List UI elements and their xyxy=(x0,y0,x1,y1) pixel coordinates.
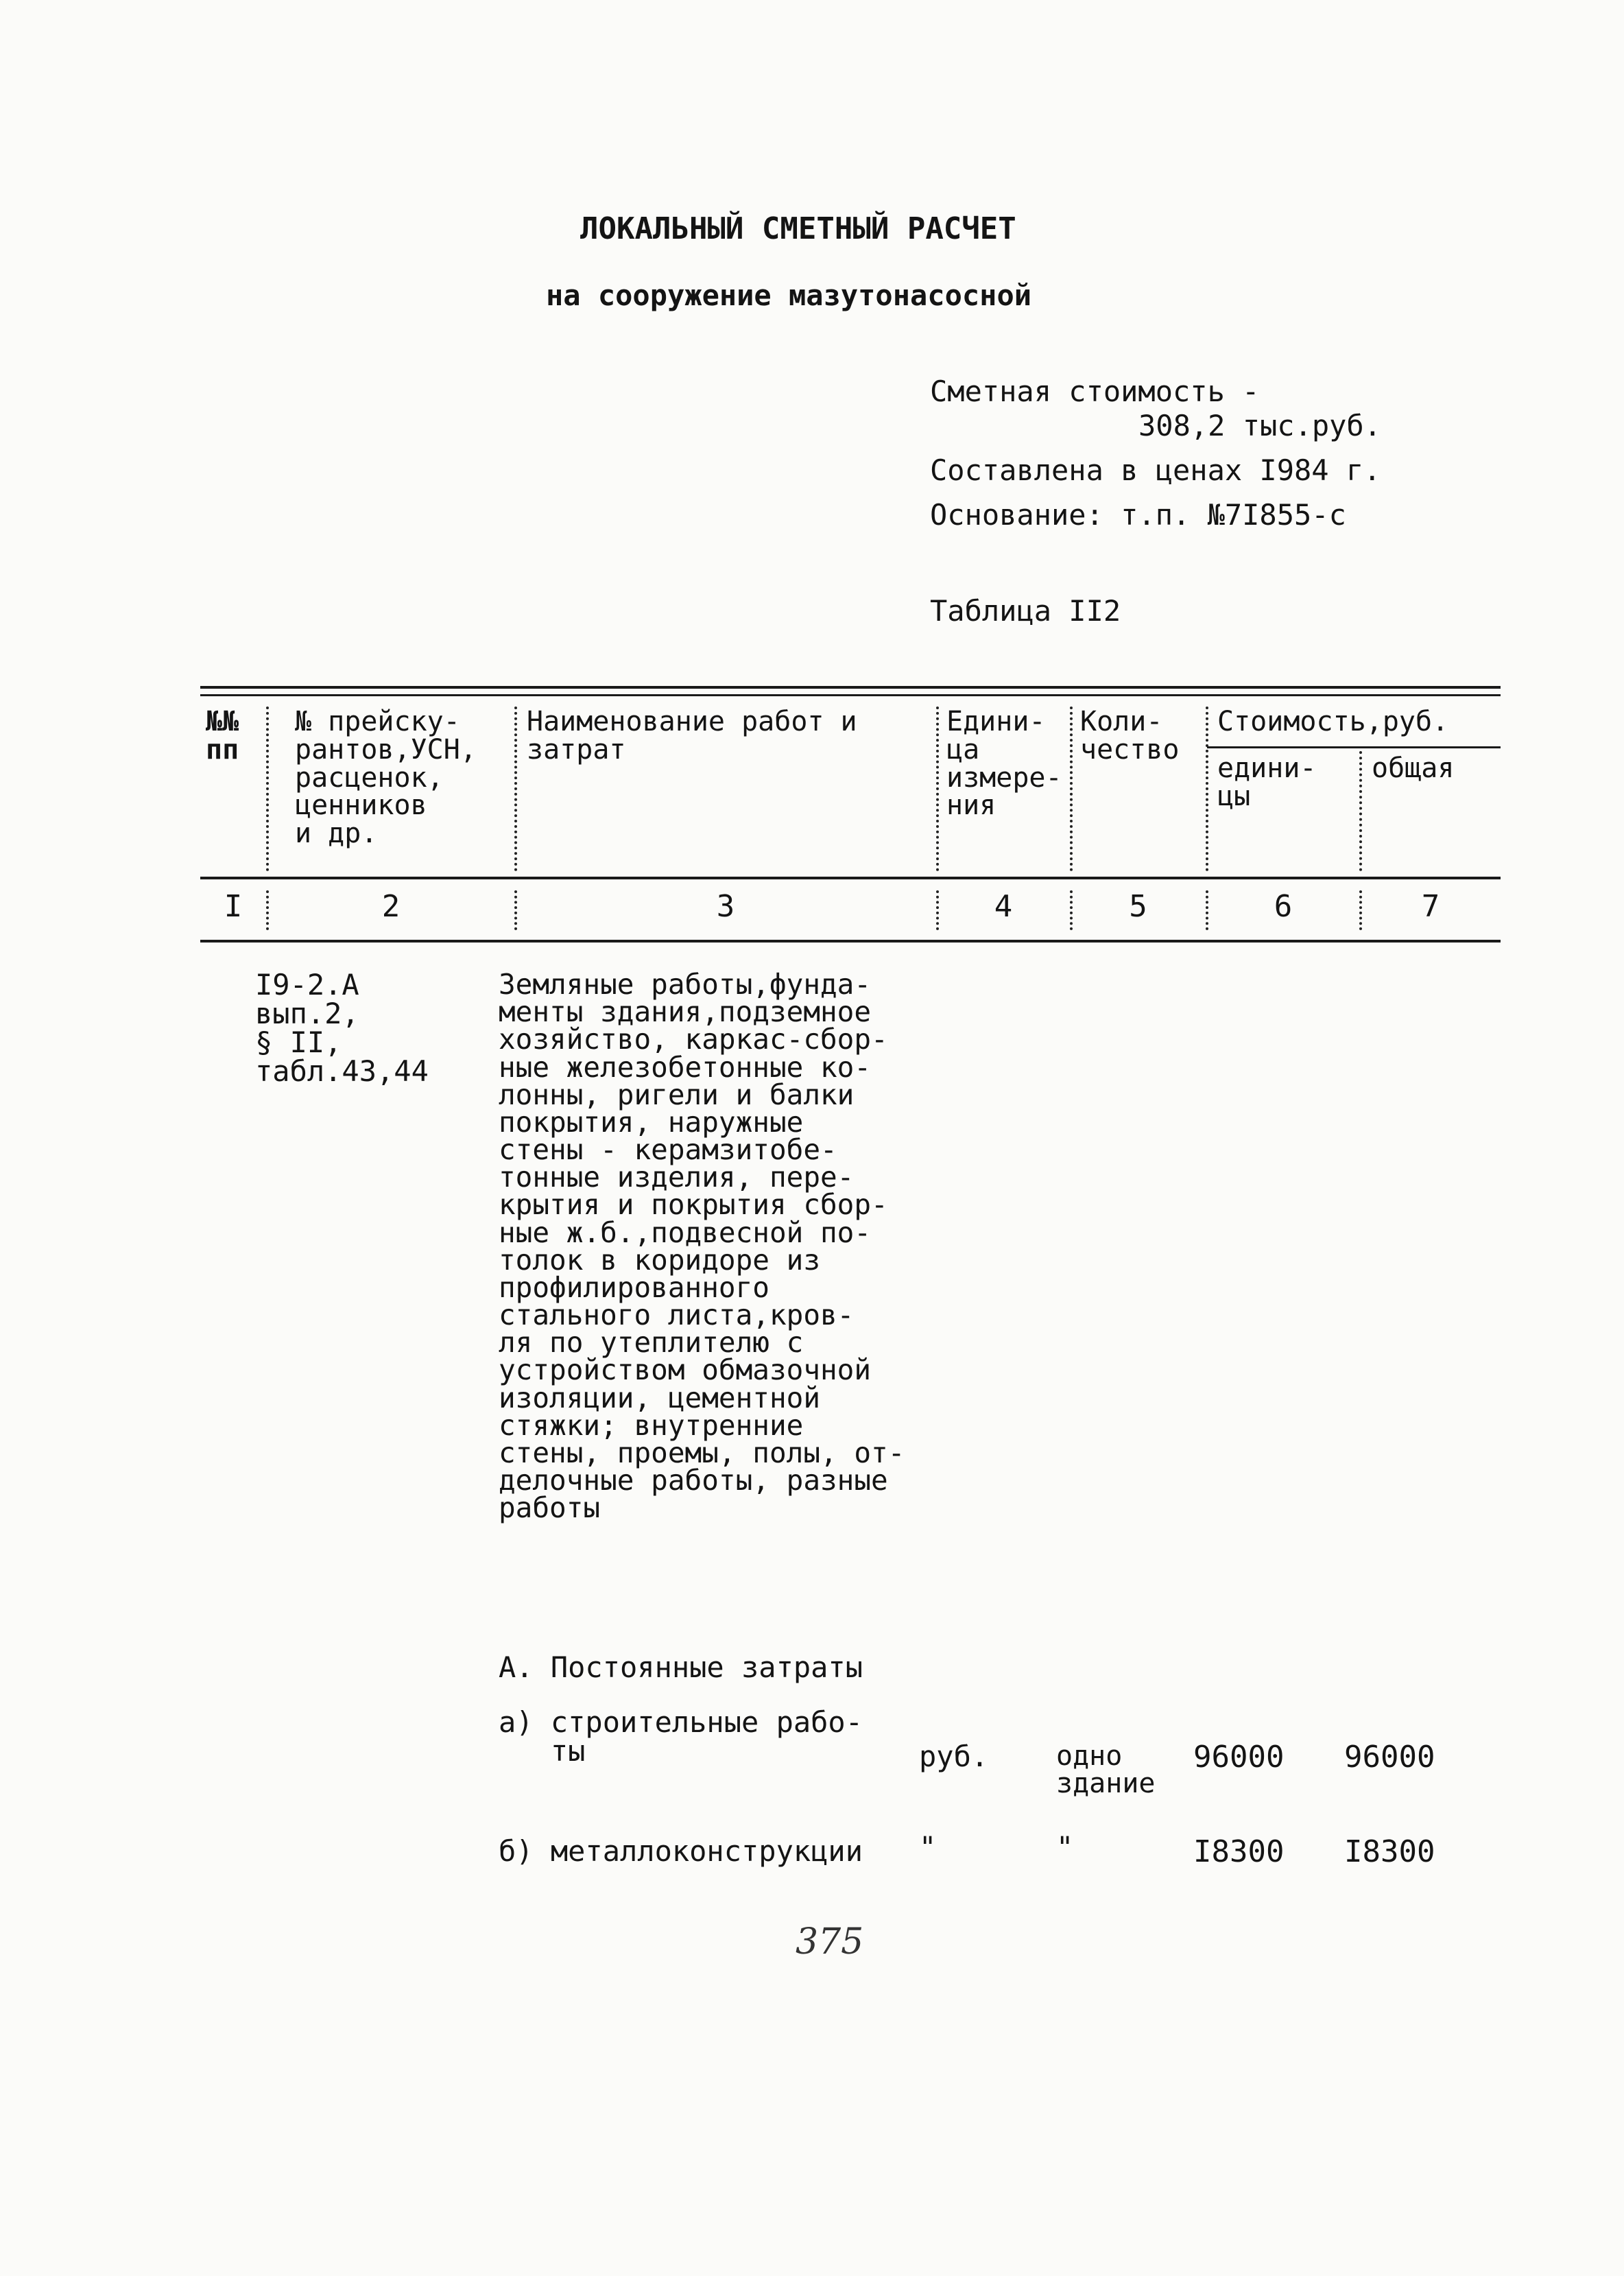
cost-subheader-rule xyxy=(1207,746,1501,748)
column-number-4: 4 xyxy=(994,889,1013,924)
column-number-3: 3 xyxy=(716,889,735,924)
column-number-1: I xyxy=(224,889,243,924)
header-col-number: №№ пп xyxy=(206,706,239,766)
cost-value: 308,2 тыс.руб. xyxy=(1138,409,1382,442)
header-col-unit-cost: едини- цы xyxy=(1217,752,1317,812)
item-a-unit-cost: 96000 xyxy=(1193,1740,1285,1775)
row-work-description: Земляные работы,фунда- менты здания,подземное хозяйство, каркас-сбор- ные железобетонные ко- лонны, ригели и балки покрытия, наружные стены - керамзитобе- тонные изделия, пере- крытия и покрытия сбор- ные ж.б.,подвесной по- толок в коридоре из профилированного стального листа,кров- ля по утеплителю с устройством обмазочной изоляции, цементной стяжки; внутренние стены, проемы, полы, от- делочные работы, разные работы xyxy=(499,968,905,1525)
numbers-bottom-rule xyxy=(200,940,1501,943)
header-col-total: общая xyxy=(1372,752,1455,784)
item-b-total: I8300 xyxy=(1344,1834,1435,1869)
row-pricelist-code: I9-2.А вып.2, § II, табл.43,44 xyxy=(255,968,429,1088)
col-sep-3 xyxy=(936,707,939,871)
item-a-quantity: одно здание xyxy=(1056,1740,1156,1799)
page-number: 375 xyxy=(796,1921,864,1963)
num-sep-1 xyxy=(266,890,269,930)
item-b-unit-cost: I8300 xyxy=(1193,1834,1285,1869)
item-b-unit: " xyxy=(919,1830,937,1864)
section-a-heading: А. Постоянные затраты xyxy=(499,1650,863,1684)
document-title: ЛОКАЛЬНЫЙ СМЕТНЫЙ РАСЧЕТ xyxy=(580,211,1016,246)
column-number-6: 6 xyxy=(1274,889,1293,924)
col-sep-2 xyxy=(514,707,517,871)
table-top-rule-2 xyxy=(200,694,1501,696)
column-number-2: 2 xyxy=(381,889,401,924)
num-sep-4 xyxy=(1070,890,1073,930)
header-col-unit: Едини- ца измере- ния xyxy=(946,706,1062,822)
num-sep-2 xyxy=(514,890,517,930)
num-sep-5 xyxy=(1206,890,1208,930)
col-sep-1 xyxy=(266,707,269,871)
column-number-7: 7 xyxy=(1421,889,1440,924)
col-sep-6 xyxy=(1359,751,1362,871)
column-number-5: 5 xyxy=(1129,889,1147,924)
item-b-name: б) металлоконструкции xyxy=(499,1834,863,1868)
basis-line: Основание: т.п. №7I855-с xyxy=(930,498,1346,532)
header-col-name: Наименование работ и затрат xyxy=(527,706,857,766)
item-b-quantity: " xyxy=(1056,1830,1074,1864)
item-a-name: а) строительные рабо- ты xyxy=(499,1705,863,1768)
num-sep-6 xyxy=(1359,890,1362,930)
table-label: Таблица II2 xyxy=(930,594,1121,628)
header-col-pricelist: № прейску- рантов,УСН, расценок, ценников и др. xyxy=(295,706,477,850)
item-a-unit: руб. xyxy=(919,1740,989,1773)
item-a-total: 96000 xyxy=(1344,1740,1435,1775)
document-subtitle: на сооружение мазутонасосной xyxy=(546,278,1032,312)
prices-line: Составлена в ценах I984 г. xyxy=(930,453,1381,487)
col-sep-5 xyxy=(1206,707,1208,871)
col-sep-4 xyxy=(1070,707,1073,871)
header-bottom-rule xyxy=(200,877,1501,879)
header-col-cost-group: Стоимость,руб. xyxy=(1217,706,1449,737)
num-sep-3 xyxy=(936,890,939,930)
header-col-quantity: Коли- чество xyxy=(1080,706,1180,766)
table-top-rule xyxy=(200,686,1501,689)
cost-line-label: Сметная стоимость - xyxy=(930,375,1260,408)
